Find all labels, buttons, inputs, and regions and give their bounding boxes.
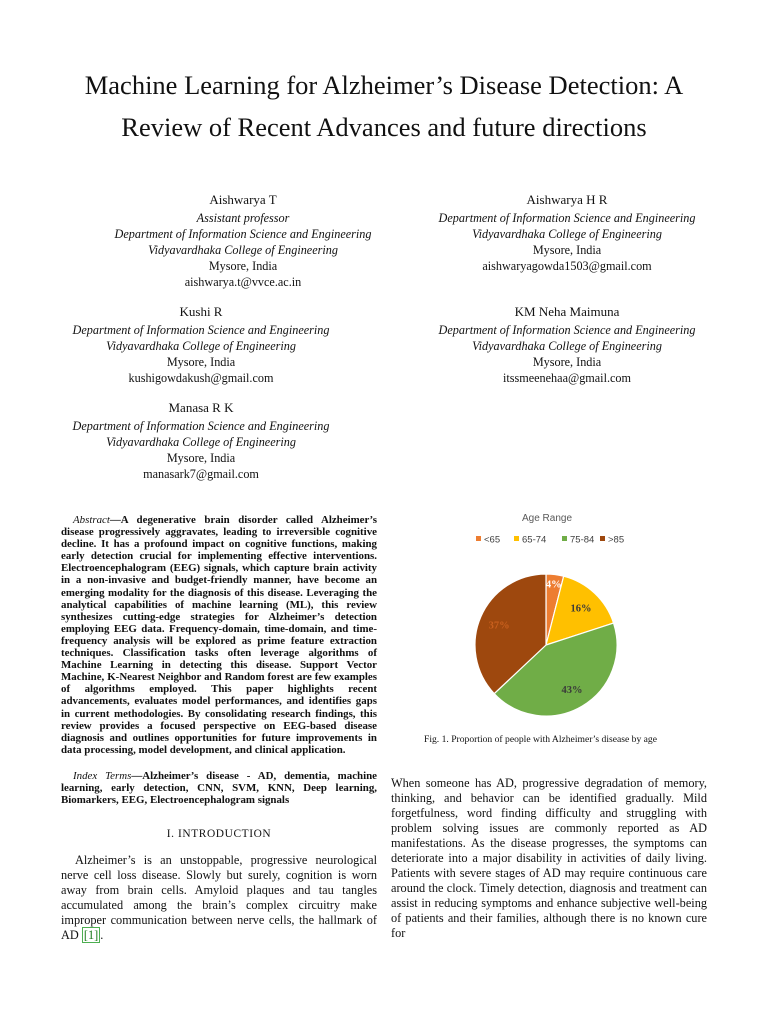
author-department: Department of Information Science and Engineering [438,323,696,337]
right-column-paragraph: When someone has AD, progressive degradation of memory, thinking, and behavior can be identified gradually. Mild forgetfulness, word finding difficulty and struggling with problem solving issues are commonly reported as AD manifestations. As the disease progresses, the symptoms can deteriorate into a major disability in activities of daily living. Patients with severe stages of AD may require continuous care around the clock. Timely detection, diagnosis and treatment can assist in reducing symptoms and enhance subjective well-being of patients and their families, although there is no known cure for [391,776,707,940]
author-college: Vidyavardhaka College of Engineering [472,227,662,241]
author-block [54,400,348,482]
pie-chart-figure [430,505,706,730]
author-name: Aishwarya T [209,192,277,207]
author-college: Vidyavardhaka College of Engineering [106,435,296,449]
pie-label-4: 37% [488,620,510,632]
chart-legend [476,535,624,546]
author-college: Vidyavardhaka College of Engineering [148,243,338,257]
pie-label-3: 43% [561,685,583,696]
author-email: manasark7@gmail.com [143,467,259,481]
legend-swatch [476,536,481,541]
author-location: Mysore, India [532,243,602,257]
author-location: Mysore, India [166,451,236,465]
intro-paragraph [61,853,377,943]
legend-item-2 [514,535,546,546]
index-terms-text: —Alzheimer’s disease - AD, dementia, machine learning, early detection, CNN, SVM, KNN, Deep learning, Biomarkers, EEG, Electroencephalogram signals [61,770,377,807]
author-location: Mysore, India [532,355,602,369]
legend-item-1 [476,535,500,546]
abstract [61,514,377,756]
pie-label-1: 4% [545,579,562,591]
abstract-text: —A degenerative brain disorder called Alzheimer’s disease progressively aggravates, leading to irreversible cognitive decline. It has a profound impact on cognitive functions, making early detection crucial for implementing effective interventions. Electroencephalogram (EEG) signals, which capture brain activity in a non-invasive and budget-friendly manner, have become an emerging modality for the diagnosis of this disease. Leveraging the analytical capabilities of machine learning (ML), this review synthesizes cutting-edge strategies for Alzheimer’s detection employing EEG data. Frequency-domain, time-domain, and time-frequency analysis will be explored as prime feature extraction techniques. Classification tasks often leverage algorithms of Machine Learning in detecting this disease. Support Vector Machine, K-Nearest Neighbor and Random forest are few examples of algorithms employed. This paper highlights recent advancements, evaluates model performances, and identifies gaps in current methodologies. By consolidating research findings, this review provides a focused perspective on EEG-based disease diagnosis and outlines opportunities for future improvements in data processing, model development, and clinical application. [61,514,377,756]
author-department: Department of Information Science and Engineering [438,211,696,225]
author-name: Kushi R [179,304,223,319]
intro-end: . [100,928,104,942]
abstract-label: Abstract [73,514,110,526]
author-block [420,192,714,274]
legend-label: 75-84 [570,534,595,546]
author-department: Department of Information Science and Engineering [72,419,330,433]
author-college: Vidyavardhaka College of Engineering [472,339,662,353]
legend-item-4 [600,535,624,546]
pie-label-2: 16% [570,603,592,615]
author-email: itssmeenehaa@gmail.com [503,371,631,385]
author-block [96,192,390,290]
legend-swatch [514,536,519,541]
author-name: KM Neha Maimuna [514,304,620,319]
author-name: Manasa R K [168,400,234,415]
legend-label: 65-74 [522,534,547,546]
author-email: aishwarya.t@vvce.ac.in [184,275,302,289]
author-email: aishwaryagowda1503@gmail.com [482,259,652,273]
author-college: Vidyavardhaka College of Engineering [106,339,296,353]
citation-link[interactable]: [1] [83,928,99,942]
chart-title: Age Range [521,513,573,524]
pie-slices [475,574,617,716]
legend-label: >85 [608,534,625,546]
legend-label: <65 [484,534,501,546]
legend-swatch [562,536,567,541]
author-location: Mysore, India [208,259,278,273]
author-block [420,304,714,386]
pie-chart [430,505,706,730]
author-role: Assistant professor [196,211,290,225]
legend-item-3 [562,535,594,546]
intro-text: Alzheimer’s is an unstoppable, progressive neurological nerve cell loss disease. Slowly but surely, cognition is worn away from brain cells. Amyloid plaques and tau tangles accumulated among the brain’s complex circuitry make improper communication between nerve cells, the hallmark of AD [61,853,377,942]
index-terms-label: Index Terms [73,770,132,782]
author-location: Mysore, India [166,355,236,369]
figure-caption: Fig. 1. Proportion of people with Alzheimer’s disease by age [424,734,657,745]
author-block [54,304,348,386]
index-terms [61,770,377,806]
section-heading: I. INTRODUCTION [166,828,272,840]
author-name: Aishwarya H R [526,192,608,207]
legend-swatch [600,536,605,541]
author-department: Department of Information Science and Engineering [114,227,372,241]
author-department: Department of Information Science and Engineering [72,323,330,337]
paper-title: Machine Learning for Alzheimer’s Disease Detection: A Review of Recent Advances and future directions [84,70,684,142]
author-email: kushigowdakush@gmail.com [128,371,274,385]
